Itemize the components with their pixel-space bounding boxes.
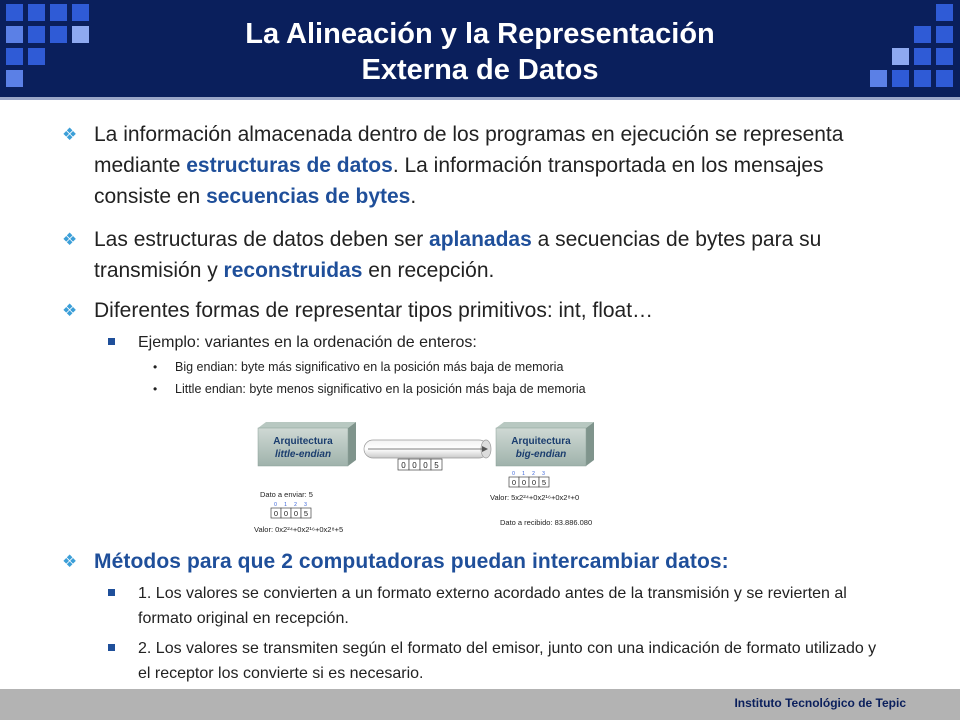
svg-text:2: 2 (294, 502, 297, 508)
left-box-subtitle: little-endian (274, 449, 332, 460)
left-architecture-box (258, 422, 356, 466)
svg-text:0: 0 (293, 509, 299, 518)
svg-text:5: 5 (303, 509, 309, 518)
keyword: secuencias de bytes (206, 185, 411, 208)
diamond-bullet-icon: ❖ (62, 552, 78, 571)
transmission-tube (364, 440, 491, 458)
sub-sub-bullet-big-endian: • Big endian: byte más significativo en la posición más baja de memoria (153, 360, 564, 374)
left-bytes (254, 490, 343, 534)
right-value-label: Valor: 5x2²⁴+0x2¹⁶+0x2⁸+0 (490, 493, 580, 502)
left-value-label: Valor: 0x2²⁴+0x2¹⁶+0x2⁸+5 (254, 525, 344, 534)
keyword: aplanadas (429, 228, 532, 251)
square-bullet-icon (108, 644, 115, 651)
slide-title (120, 16, 840, 88)
diamond-bullet-icon: ❖ (62, 301, 78, 320)
square-bullet-icon (108, 589, 115, 596)
left-box-title: Arquitectura (273, 436, 333, 447)
svg-text:3: 3 (304, 502, 307, 508)
svg-text:0: 0 (423, 461, 428, 470)
method-2: 2. Los valores se transmiten según el formato del emisor, junto con una indicación de formato utilizado y el receptor los convierte si es necesario. (138, 636, 878, 686)
diamond-bullet-icon: ❖ (62, 230, 78, 249)
right-architecture-box (496, 422, 594, 466)
bullet-4-methods: ❖ Métodos para que 2 computadoras puedan intercambiar datos: (94, 546, 874, 577)
recv-label: Dato a recibido: 83.886.080 (500, 518, 593, 527)
header-divider (0, 97, 960, 100)
square-bullet-icon (108, 338, 115, 345)
svg-text:0: 0 (511, 478, 517, 487)
svg-text:0: 0 (531, 478, 537, 487)
diamond-bullet-icon: ❖ (62, 125, 78, 144)
keyword: estructuras de datos (186, 154, 393, 177)
footer-institution: Instituto Tecnológico de Tepic (734, 696, 906, 710)
svg-text:0: 0 (274, 502, 277, 508)
send-label: Dato a enviar: 5 (260, 490, 313, 499)
sub-sub-bullet-little-endian: • Little endian: byte menos significativo en la posición más baja de memoria (153, 382, 586, 396)
title-line-1: La Alineación y la Representación (245, 18, 715, 50)
svg-text:0: 0 (283, 509, 289, 518)
title-line-2: Externa de Datos (361, 54, 599, 86)
right-box-title: Arquitectura (511, 436, 571, 447)
svg-text:1: 1 (522, 471, 525, 477)
slide-footer (0, 689, 960, 720)
svg-text:0: 0 (521, 478, 527, 487)
keyword: reconstruidas (223, 259, 363, 282)
svg-text:5: 5 (434, 461, 439, 470)
svg-text:0: 0 (412, 461, 417, 470)
bytes-in-transit (398, 459, 442, 470)
svg-text:0: 0 (273, 509, 279, 518)
svg-text:3: 3 (542, 471, 545, 477)
bullet-1: ❖ La información almacenada dentro de los programas en ejecución se representa mediante estructuras de datos. La información transportada en los mensajes consiste en secuencias de bytes. (94, 119, 874, 212)
dot-bullet-icon: • (153, 360, 158, 374)
right-box-subtitle: big-endian (515, 449, 567, 460)
sub-bullet-example: Ejemplo: variantes en la ordenación de enteros: (138, 330, 878, 355)
right-bytes (490, 471, 592, 527)
bullet-3: ❖ Diferentes formas de representar tipos primitivos: int, float… (94, 295, 874, 326)
method-1: 1. Los valores se convierten a un formato externo acordado antes de la transmisión y se revierten al formato original en recepción. (138, 581, 878, 631)
svg-text:5: 5 (541, 478, 547, 487)
bullet-2: ❖ Las estructuras de datos deben ser aplanadas a secuencias de bytes para su transmisión y reconstruidas en recepción. (94, 224, 874, 286)
svg-text:2: 2 (532, 471, 535, 477)
endianness-figure (250, 420, 620, 540)
dot-bullet-icon: • (153, 382, 158, 396)
svg-text:0: 0 (512, 471, 515, 477)
svg-text:1: 1 (284, 502, 287, 508)
svg-text:0: 0 (401, 461, 406, 470)
